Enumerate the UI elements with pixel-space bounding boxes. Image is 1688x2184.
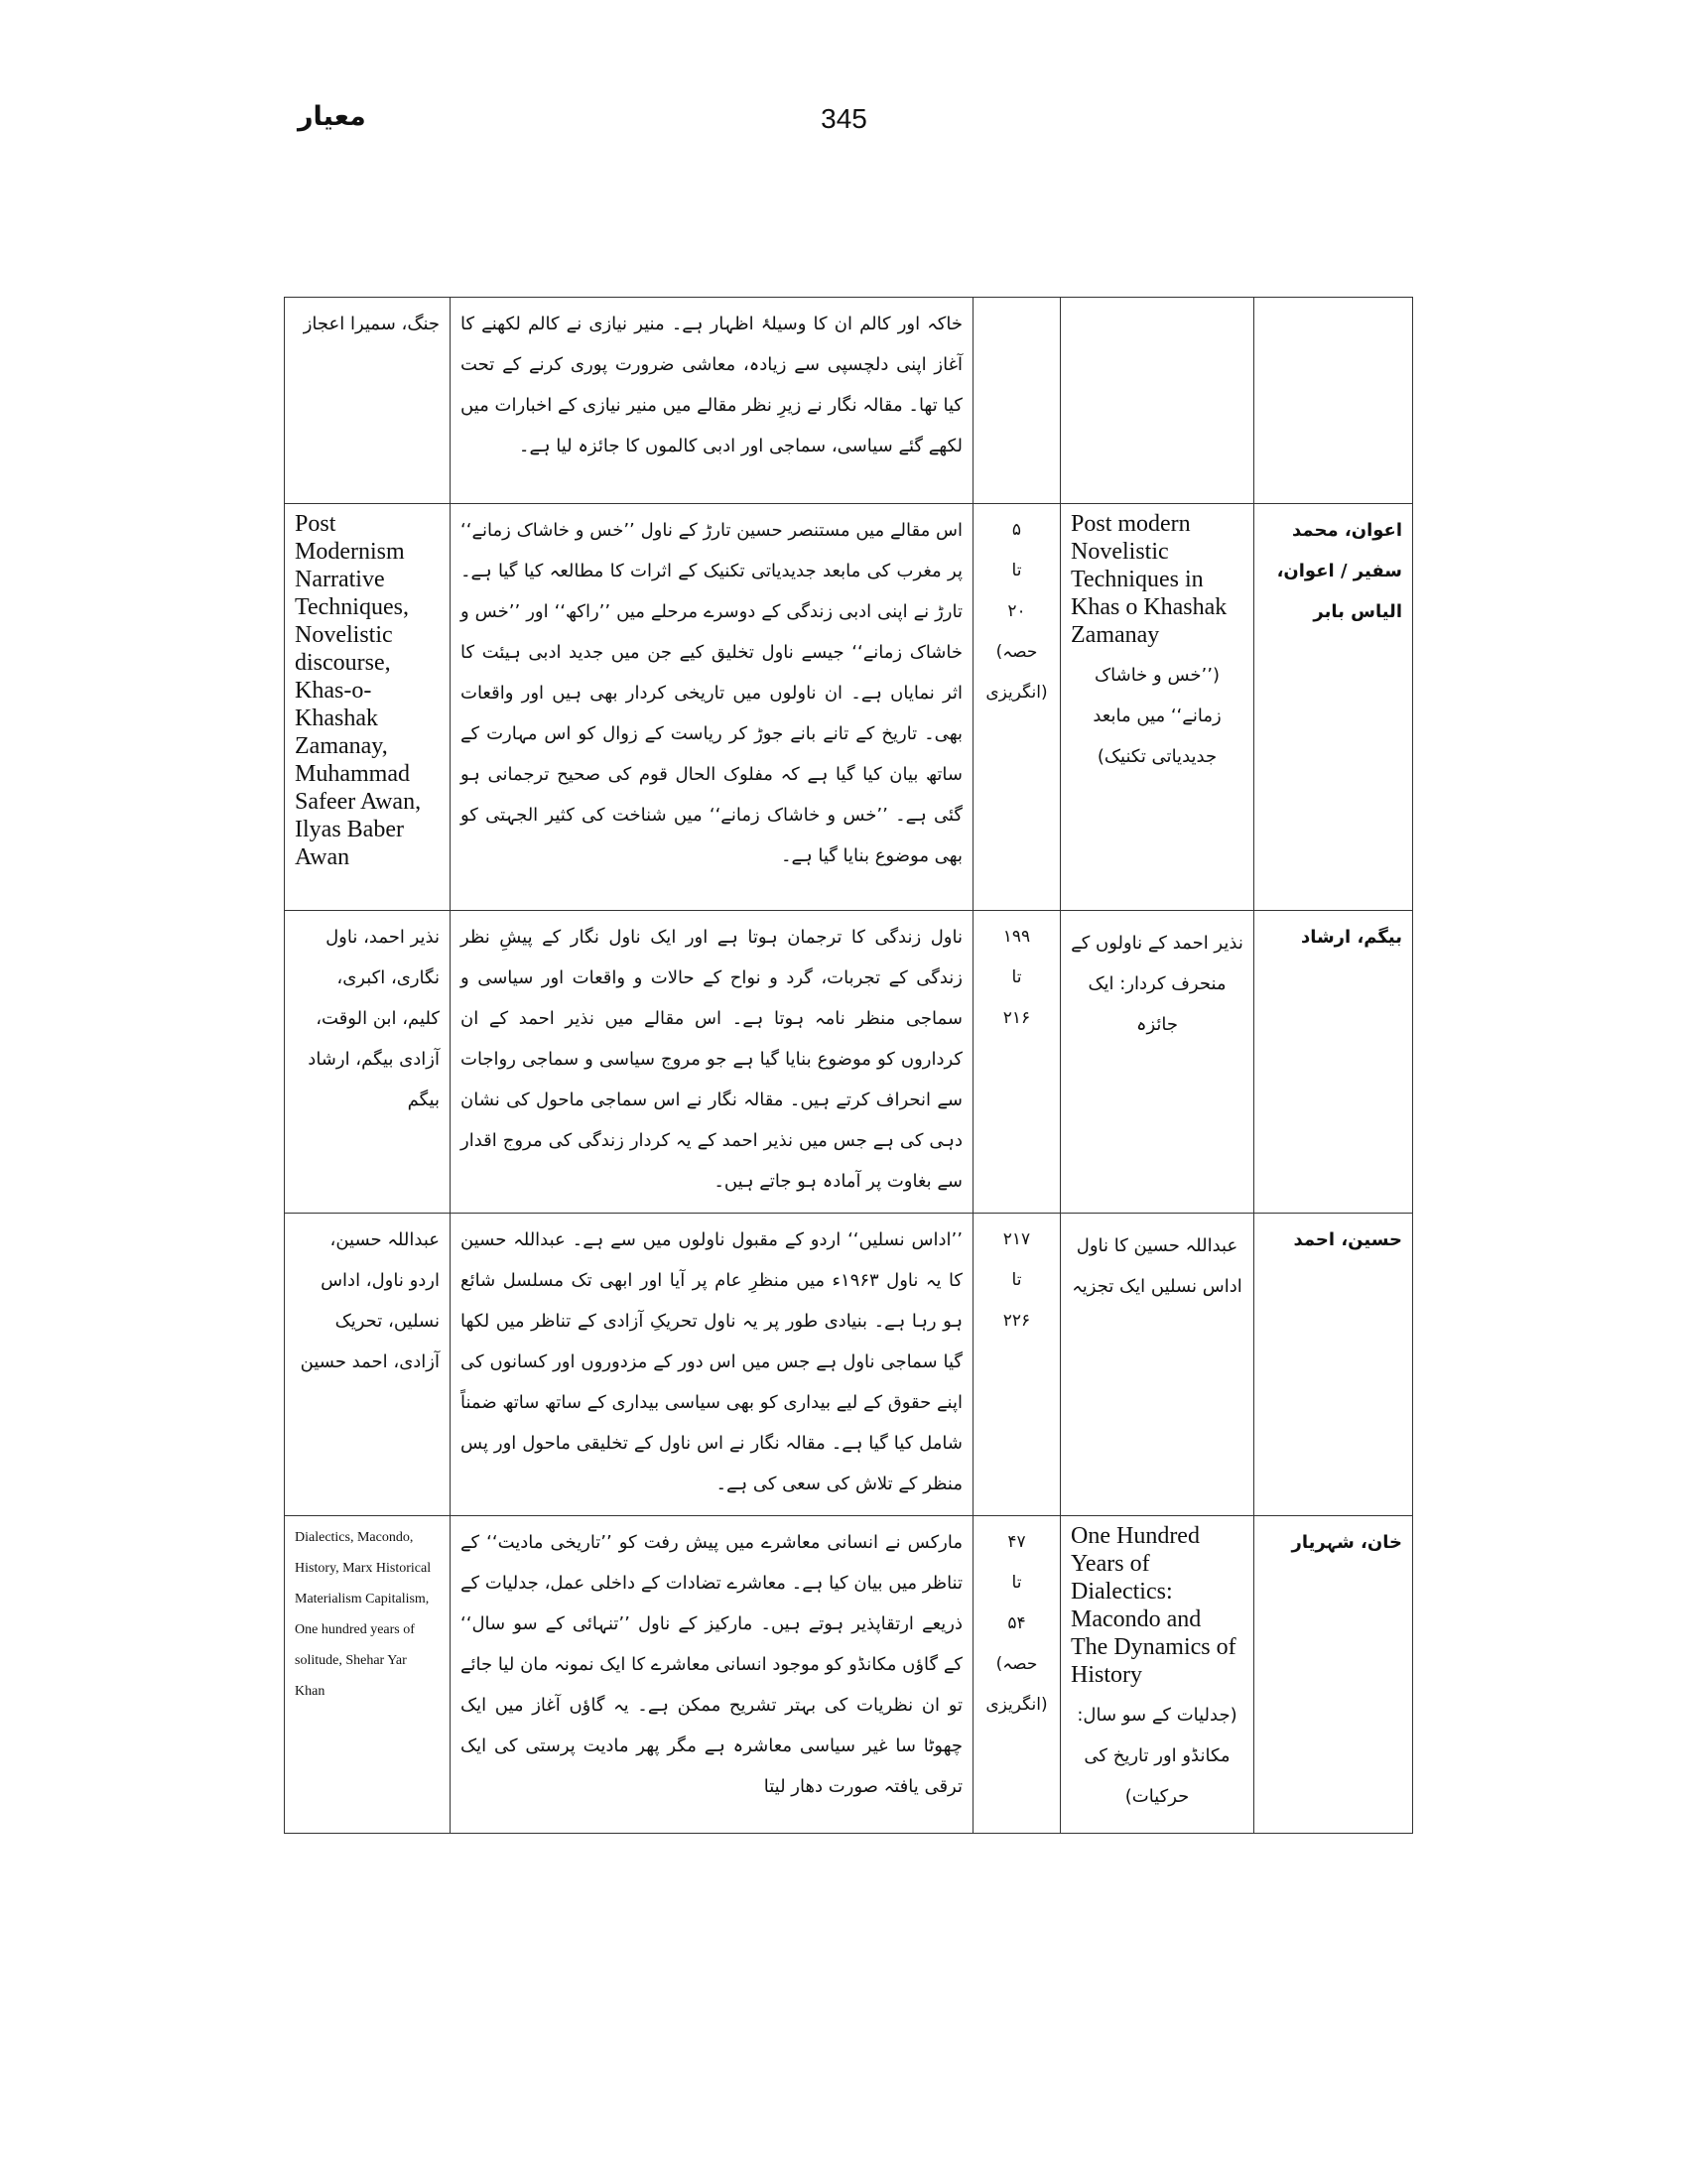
- table-row: [285, 911, 1413, 1214]
- keywords-cell: [285, 298, 451, 504]
- abstract-text: خاکہ اور کالم ان کا وسیلۂ اظہار ہے۔ منیر نیازی نے کالم لکھنے کا آغاز اپنی دلچسپی سے زیادہ، معاشی ضرورت پوری کرنے کے تحت کیا تھا۔ مقالہ نگار نے زیرِ نظر مقالے میں منیر نیازی کے اخبارات میں لکھے گئے سیاسی، سماجی اور ادبی کالموں کا جائزہ لیا ہے۔: [460, 314, 963, 456]
- author-name: بیگم، ارشاد: [1300, 927, 1402, 948]
- abstract-cell: [451, 1516, 974, 1834]
- keywords-cell: [285, 1214, 451, 1516]
- page-range: [983, 917, 1050, 1039]
- title-cell: [1061, 1214, 1254, 1516]
- pages-cell: [974, 298, 1061, 504]
- abstract-text: ’’اداس نسلیں‘‘ اردو کے مقبول ناولوں میں سے ہے۔ عبداللہ حسین کا یہ ناول ۱۹۶۳ء میں منظرِ عام پر آیا اور ابھی تک مسلسل شائع ہو رہا ہے۔ بنیادی طور پر یہ ناول تحریکِ آزادی کے تناظر میں لکھا گیا سماجی ناول ہے جس میں اس دور کے مزدوروں اور کسانوں کی اپنے حقوق کے لیے بیداری کو بھی سیاسی بیداری کے ساتھ ساتھ ضمناً شامل کیا گیا ہے۔ مقالہ نگار نے اس ناول کے تخلیقی ماحول اور پس منظر کے تلاش کی سعی کی ہے۔: [460, 1229, 964, 1494]
- journal-name: معیار: [298, 101, 366, 132]
- keywords-text: جنگ، سمیرا اعجاز: [303, 314, 440, 334]
- keywords-text: عبداللہ حسین، اردو ناول، اداس نسلیں، تحریک آزادی، احمد حسین: [300, 1229, 440, 1372]
- title-english: Post modern Novelistic Techniques in Khas o Khashak Zamanay: [1071, 511, 1228, 648]
- keywords-text: Dialectics, Macondo, History, Marx Historical Materialism Capitalism, One hundred years of solitude, Shehar Yar Khan: [295, 1530, 432, 1699]
- author-cell: [1254, 1214, 1413, 1516]
- title-urdu: نذیر احمد کے ناولوں کے منحرف کردار: ایک جائزہ: [1071, 933, 1243, 1035]
- page-start: ۴۷: [1007, 1532, 1026, 1552]
- page-end: ۲۰: [1007, 601, 1026, 621]
- abstract-cell: [451, 1214, 974, 1516]
- title-cell: [1061, 1516, 1254, 1834]
- page-range: [983, 1522, 1050, 1726]
- keywords-cell: [285, 504, 451, 911]
- title-urdu: (جدلیات کے سو سال: مکانڈو اور تاریخ کی حرکیات): [1077, 1705, 1237, 1807]
- title-urdu: عبداللہ حسین کا ناول اداس نسلیں ایک تجزیہ: [1072, 1235, 1242, 1297]
- index-table: [284, 297, 1413, 1834]
- pages-cell: [974, 911, 1061, 1214]
- pages-cell: [974, 1516, 1061, 1834]
- author-name: اعوان، محمد سفیر / اعوان، الیاس بابر: [1276, 520, 1402, 622]
- author-cell: [1254, 1516, 1413, 1834]
- pages-cell: [974, 504, 1061, 911]
- author-name: حسین، احمد: [1293, 1229, 1402, 1250]
- keywords-cell: [285, 1516, 451, 1834]
- page-end: ۵۴: [1007, 1613, 1026, 1633]
- pages-cell: [974, 1214, 1061, 1516]
- section-language: انگریزی): [985, 1695, 1048, 1715]
- keywords-cell: [285, 911, 451, 1214]
- abstract-cell: [451, 298, 974, 504]
- abstract-text: مارکس نے انسانی معاشرے میں پیش رفت کو ’’تاریخی مادیت‘‘ کے تناظر میں بیان کیا ہے۔ معاشرے تضادات کے داخلی عمل، جدلیات کے ذریعے ارتقاپذیر ہوتے ہیں۔ مارکیز کے ناول ’’تنہائی کے سو سال‘‘ کے گاؤں مکانڈو کو موجود انسانی معاشرے کا ایک نمونہ مان لیا جائے تو ان نظریات کی بہتر تشریح ممکن ہے۔ یہ گاؤں آغاز میں ایک چھوٹا سا غیر سیاسی معاشرہ ہے مگر پھر مادیت پرستی کی ایک ترقی یافتہ صورت دھار لیتا: [460, 1532, 963, 1797]
- abstract-text: اس مقالے میں مستنصر حسین تارڑ کے ناول ’’خس و خاشاک زمانے‘‘ پر مغرب کی مابعد جدیدیاتی تکنیک کے اثرات کا مطالعہ کیا گیا ہے۔ تارڑ نے اپنی ادبی زندگی کے دوسرے مرحلے میں ’’راکھ‘‘ اور ’’خس و خاشاک زمانے‘‘ جیسے ناول تخلیق کیے جن میں جدید ادبی ہیئت کا اثر نمایاں ہے۔ ان ناولوں میں تاریخی کردار بھی ہیں اور واقعات بھی۔ تاریخ کے تانے بانے جوڑ کر ریاست کے زوال کو اس مہارت کے ساتھ بیان کیا گیا ہے کہ مفلوک الحال قوم کی صحیح ترجمانی ہو گئی ہے۔ ’’خس و خاشاک زمانے‘‘ میں شناخت کی کثیر الجہتی کو بھی موضوع بنایا گیا ہے۔: [460, 520, 963, 866]
- page-end: ۲۱۶: [1002, 1008, 1031, 1028]
- page-separator: تا: [1011, 1573, 1022, 1593]
- page-start: ۱۹۹: [1002, 927, 1031, 947]
- author-cell: [1254, 504, 1413, 911]
- table-row: [285, 298, 1413, 504]
- title-cell: [1061, 911, 1254, 1214]
- table-row: [285, 1214, 1413, 1516]
- page-range: [983, 510, 1050, 713]
- title-urdu: (’’خس و خاشاک زمانے‘‘ میں مابعد جدیدیاتی تکنیک): [1093, 665, 1222, 767]
- author-cell: [1254, 911, 1413, 1214]
- page-range: [983, 1220, 1050, 1342]
- page-separator: تا: [1011, 1270, 1022, 1290]
- abstract-text: ناول زندگی کا ترجمان ہوتا ہے اور ایک ناول نگار کے پیشِ نظر زندگی کے تجربات، گرد و نواح کے حالات و واقعات اور سیاسی و سماجی منظر نامہ ہوتا ہے۔ اس مقالے میں نذیر احمد کے ان کرداروں کو موضوع بنایا گیا ہے جو مروج سیاسی و سماجی رواجات سے انحراف کرتے ہیں۔ مقالہ نگار نے اس سماجی ماحول کی نشان دہی کی ہے جس میں نذیر احمد کے یہ کردار زندگی کی مروج اقدار سے بغاوت پر آمادہ ہو جاتے ہیں۔: [460, 927, 963, 1192]
- section-label: (حصہ: [995, 1654, 1038, 1674]
- page-start: ۲۱۷: [1002, 1229, 1031, 1249]
- page-start: ۵: [1011, 520, 1022, 540]
- page-number: 345: [821, 103, 867, 134]
- author-name: خان، شہریار: [1291, 1532, 1402, 1553]
- section-label: (حصہ: [995, 642, 1038, 662]
- page-separator: تا: [1011, 561, 1022, 580]
- page-end: ۲۲۶: [1002, 1311, 1031, 1331]
- page-separator: تا: [1011, 967, 1022, 987]
- author-cell: [1254, 298, 1413, 504]
- title-cell: [1061, 504, 1254, 911]
- abstract-cell: [451, 504, 974, 911]
- abstract-cell: [451, 911, 974, 1214]
- table-row: [285, 1516, 1413, 1834]
- title-english: One Hundred Years of Dialectics: Macondo and The Dynamics of History: [1071, 1523, 1236, 1688]
- table-row: [285, 504, 1413, 911]
- keywords-text: Post Modernism Narrative Techniques, Novelistic discourse, Khas-o-Khashak Zamanay, Muhammad Safeer Awan, Ilyas Baber Awan: [295, 511, 422, 870]
- section-language: انگریزی): [985, 683, 1048, 703]
- keywords-text: نذیر احمد، ناول نگاری، اکبری، کلیم، ابن الوقت، آزادی بیگم، ارشاد بیگم: [308, 927, 440, 1110]
- title-cell: [1061, 298, 1254, 504]
